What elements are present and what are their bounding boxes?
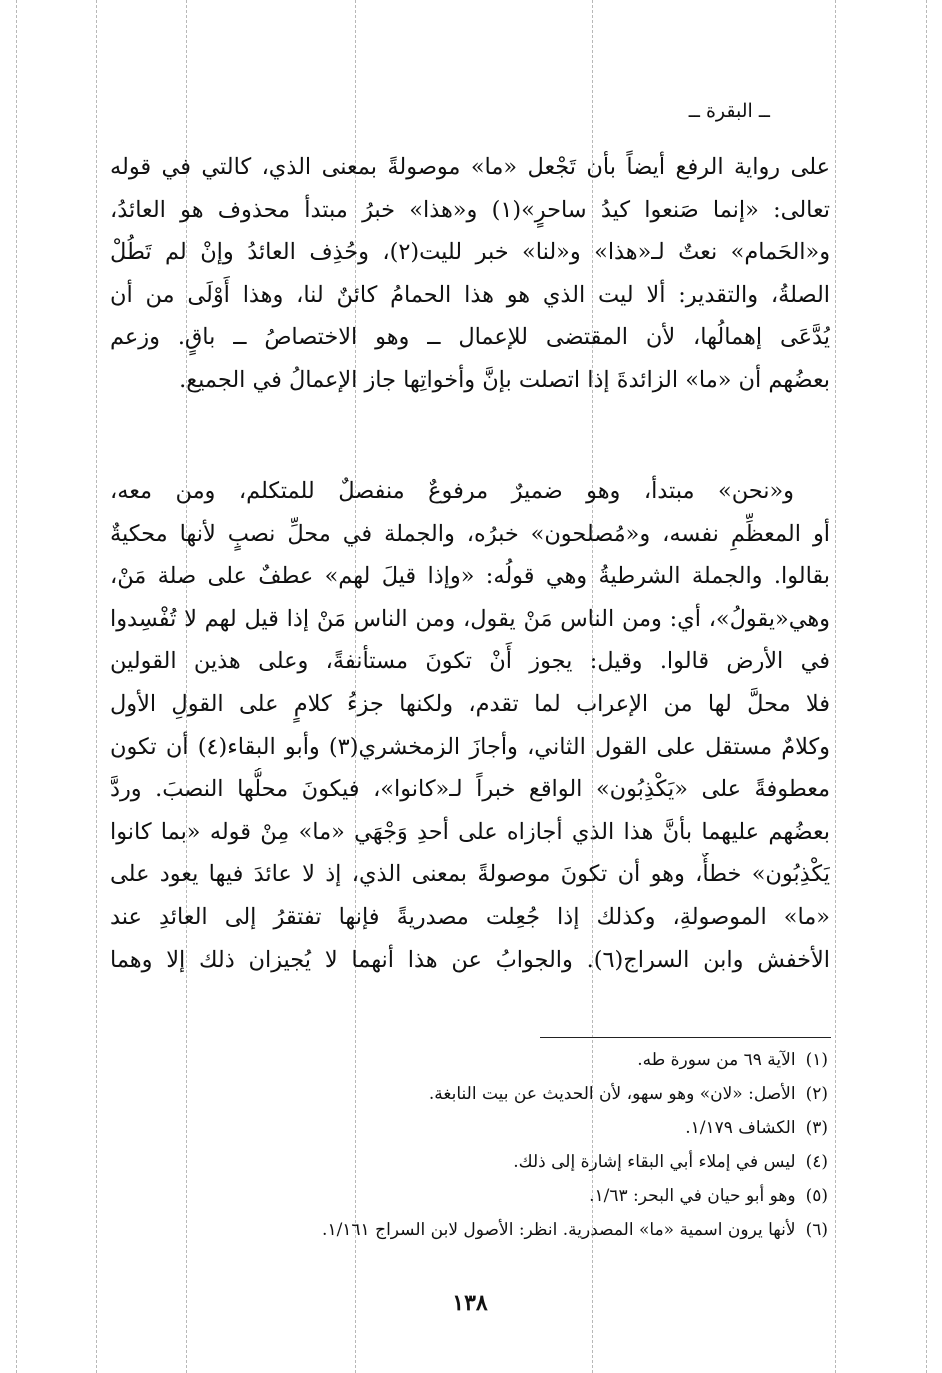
text-line: يَكْذِبُون» خطأٌ، وهو أن تكونَ موصولةً بمعنى الذي، إذ لا عائدَ فيها يعود على [110, 861, 830, 888]
text-line: و«الحَمام» نعتٌ لـ«هذا» و«لنا» خبر لليت(٢)، وحُذِف العائدُ وإنْ لم تَطُلْ [110, 239, 830, 266]
text-line: فلا محلَّ لها من الإعراب لما تقدم، ولكنها جزءُ كلامٍ على القولِ الأول [110, 690, 830, 717]
footnote-number: (٦) [805, 1220, 828, 1240]
running-head: ــ البقرة ــ [688, 100, 770, 122]
text-line: يُدَّعَى إهمالُها، لأن المقتضى للإعمال ــ وهو الاختصاصُ ــ باقٍ. وزعم [110, 324, 830, 351]
footnote-separator [540, 1037, 831, 1038]
footnote [110, 1179, 828, 1213]
paragraph-1 [110, 146, 830, 402]
footnote-number: (٥) [805, 1186, 828, 1206]
scan-guide-line [926, 0, 927, 1373]
footnote-number: (١) [805, 1050, 828, 1070]
footnote-number: (٤) [805, 1152, 828, 1172]
text-line: بعضُهم عليهما بأنَّ هذا الذي أجازاه على أحدِ وَجْهَي «ما» مِنْ قوله «بما كانوا [110, 818, 830, 845]
scan-guide-line [16, 0, 17, 1373]
text-line: الأخفش وابن السراج(٦). والجوابُ عن هذا أنهما لا يُجيزان ذلك إلا وهما [110, 946, 830, 973]
footnote-number: (٣) [805, 1118, 828, 1138]
footnote-text: وهو أبو حيان في البحر: ١/٦٣. [589, 1186, 796, 1206]
text-line: بقالوا. والجملة الشرطيةُ وهي قولُه: «وإذا قيلَ لهم» عطفٌ على صلة مَنْ، [110, 563, 830, 590]
footnote [110, 1111, 828, 1145]
footnote-text: الأصل: «لان» وهو سهو، لأن الحديث عن بيت النابغة. [428, 1084, 796, 1104]
text-line: بعضُهم أن «ما» الزائدةَ إذا اتصلت بإنَّ وأخواتِها جاز الإعمالُ في الجميع. [179, 366, 830, 393]
text-line: أو المعظِّمِ نفسه، و«مُصلحون» خبرُه، والجملة في محلِّ نصبٍ لأنها محكيةٌ [110, 520, 830, 547]
text-line: معطوفةً على «يَكْذِبُون» الواقع خبراً لـ«كانوا»، فيكونَ محلُّها النصبَ. وردَّ [110, 776, 830, 803]
scan-guide-line [835, 0, 836, 1373]
footnote-text: ليس في إملاء أبي البقاء إشارة إلى ذلك. [513, 1152, 796, 1172]
footnotes [110, 1043, 828, 1247]
text-line: تعالى: «إنما صَنعوا كيدُ ساحرٍ»(١) و«هذا» خبرُ مبتدأ محذوف هو العائدُ، [110, 196, 830, 223]
text-line: الصلةُ، والتقدير: ألا ليت الذي هو هذا الحمامُ كائنٌ لنا، وهذا أَوْلَى من أن [110, 281, 830, 308]
footnote [110, 1145, 828, 1179]
footnote-text: لأنها يرون اسمية «ما» المصدرية. انظر: الأصول لابن السراج ١/١٦١. [322, 1220, 796, 1240]
footnote-number: (٢) [805, 1084, 828, 1104]
footnote [110, 1043, 828, 1077]
page-number: ١٣٨ [452, 1290, 488, 1316]
footnote [110, 1213, 828, 1247]
text-line: وهي«يقولُ»، أي: ومن الناس مَنْ يقول، ومن الناس مَنْ إذا قيل لهم لا تُفْسِدوا [110, 605, 830, 632]
text-line: وكلامٌ مستقل على القول الثاني، وأجازَ الزمخشري(٣) وأبو البقاء(٤) أن تكون [110, 733, 830, 760]
footnote [110, 1077, 828, 1111]
paragraph-2 [110, 470, 830, 981]
footnote-text: الكشاف ١/١٧٩. [685, 1118, 796, 1138]
scan-guide-line [96, 0, 97, 1373]
text-line: «ما» الموصولةِ، وكذلك إذا جُعِلت مصدريةً فإنها تفتقرُ إلى العائدِ عند [110, 903, 830, 930]
footnote-text: الآية ٦٩ من سورة طه. [637, 1050, 796, 1070]
text-line: على رواية الرفع أيضاً بأن تَجْعل «ما» موصولةً بمعنى الذي، كالتي في قوله [110, 154, 830, 180]
text-line: في الأرض قالوا. وقيل: يجوز أَنْ تكونَ مستأنفةً، وعلى هذين القولين [110, 648, 830, 675]
text-line: و«نحن» مبتدأ، وهو ضميرٌ مرفوعٌ منفصلٌ للمتكلم، ومن معه، [110, 478, 794, 504]
